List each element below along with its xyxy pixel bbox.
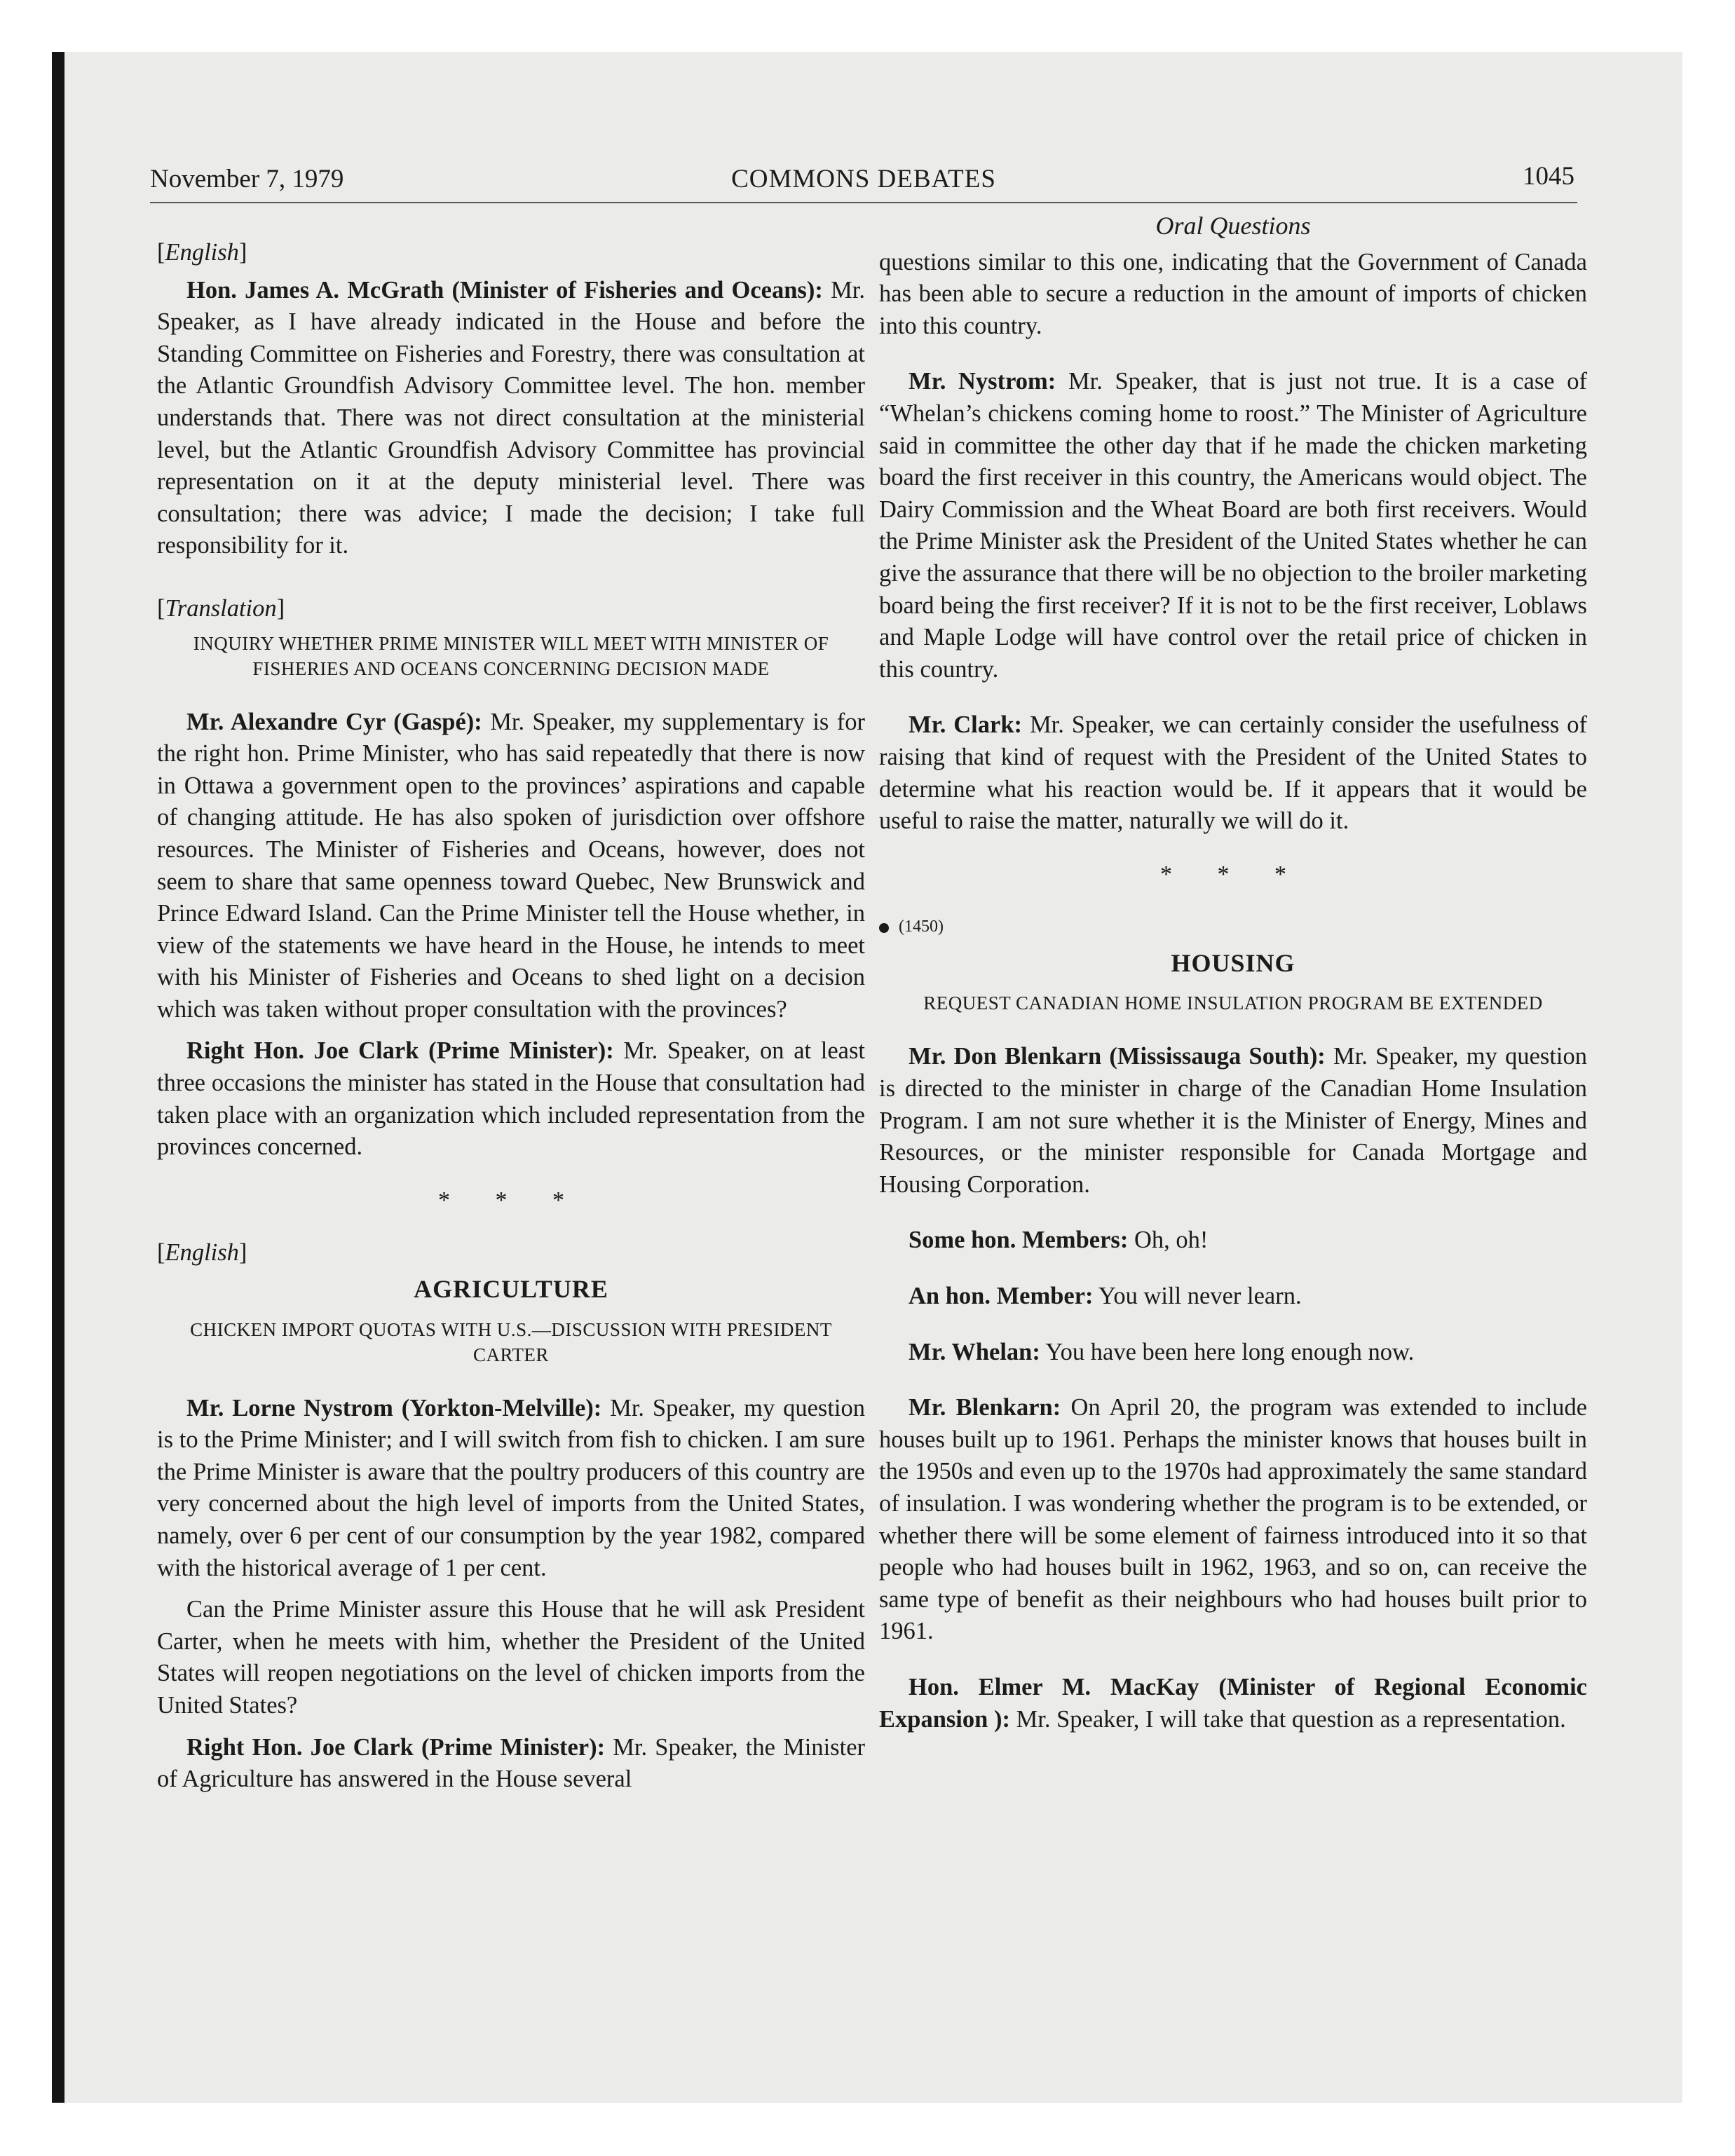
speaker-name: Mr. Clark: (909, 711, 1023, 739)
speech-mcgrath (157, 275, 865, 562)
heading-agriculture: AGRICULTURE (414, 1275, 608, 1304)
speech-text: Mr. Speaker, on at least three occasions the minister has stated in the House that consultation had taken place with an organization which included representation from the provinces concerned. (157, 1037, 865, 1161)
time-marker: (1450) (879, 911, 1587, 943)
speech-nystrom-continued: Can the Prime Minister assure this House that he will ask President Carter, when he meets with him, whether the President of the United States will reopen negotiations on the level of chicken imports from the United States? (157, 1596, 865, 1719)
speech-text: Mr. Speaker, the Minister of Agriculture has answered in the House several (157, 1733, 865, 1793)
subheading-chicken-quotas: CHICKEN IMPORT QUOTAS WITH U.S.—DISCUSSION WITH PRESIDENT CARTER (190, 1318, 832, 1365)
subheading-insulation: REQUEST CANADIAN HOME INSULATION PROGRAM BE EXTENDED (923, 992, 1543, 1014)
speech-nystrom-2 (879, 366, 1587, 685)
speech-clark-1 (157, 1035, 865, 1163)
speaker-name: Mr. Whelan: (909, 1338, 1040, 1365)
speaker-name: Mr. Don Blenkarn (Mississauga South): (909, 1043, 1326, 1070)
scan-edge-shadow (52, 52, 64, 2103)
speech-clark-continued: questions similar to this one, indicating that the Government of Canada has been able to secure a reduction in the amount of imports of chicken into this country. (879, 248, 1587, 339)
speech-text: Mr. Speaker, my question is directed to the minister in charge of the Canadian Home Insulation Program. I am not sure whether it is the Minister of Energy, Mines and Resources, or the minister responsible for Canada Mortgage and Housing Corporation. (879, 1043, 1587, 1198)
speech-text: Oh, oh! (1134, 1227, 1209, 1254)
speaker-name: Mr. Alexandre Cyr (Gaspé): (186, 708, 482, 735)
section-separator: * * * (438, 1187, 584, 1213)
speech-text: Mr. Speaker, as I have already indicated in the House and before the Standing Committee on Fisheries and Forestry, there was consultation at the Atlantic Groundfish Advisory Committee level. The hon. member understands that. There was not direct consultation at the ministerial level, but the Atlantic Groundfish Advisory Committee has provincial representation on it at the deputy ministerial level. There was consultation; there was advice; I made the decision; I take full responsibility for it. (157, 276, 865, 559)
speaker-name: Hon. James A. McGrath (Minister of Fisheries and Oceans): (186, 276, 823, 303)
speech-blenkarn-2 (879, 1392, 1587, 1648)
header-page-number: 1045 (1523, 162, 1574, 191)
bullet-icon (879, 923, 889, 933)
speaker-name: Mr. Blenkarn: (909, 1394, 1061, 1421)
speech-cyr (157, 707, 865, 1026)
right-column (879, 210, 1587, 1735)
speech-text: Mr. Speaker, my question is to the Prime Minister; and I will switch from fish to chicken. I am sure the Prime Minister is aware that the poultry producers of this country are very concerned about the high level of imports from the United States, namely, over 6 per cent of our consumption by the year 1982, compared with the historical average of 1 per cent. (157, 1394, 865, 1581)
subheading-inquiry: INQUIRY WHETHER PRIME MINISTER WILL MEET WITH MINISTER OF FISHERIES AND OCEANS CONCERNING DECISION MADE (193, 632, 829, 679)
speech-nystrom (157, 1393, 865, 1585)
speech-text: You have been here long enough now. (1045, 1338, 1415, 1365)
speech-blenkarn (879, 1041, 1587, 1201)
speaker-name: An hon. Member: (909, 1283, 1094, 1310)
speech-text: Mr. Speaker, we can certainly consider the usefulness of raising that kind of request with the President of the United States to determine what his reaction would be. If it appears that it would be useful to raise the matter, naturally we will do it. (879, 711, 1588, 835)
speech-text: Mr. Speaker, that is just not true. It is a case of “Whelan’s chickens coming home to roost.” The Minister of Agriculture said in committee the other day that if he made the chicken marketing board the first receiver in this country, the Americans would object. The Dairy Commission and the Wheat Board are both first receivers. Would the Prime Minister ask the President of the United States whether he can give the assurance that there will be no objection to the broiler marketing board being the first receiver? If it is not to be the first receiver, Loblaws and Maple Lodge will have control over the retail price of chicken in this country. (879, 368, 1587, 683)
language-tag-translation: [Translation] (157, 594, 285, 622)
speaker-name: Hon. Elmer M. MacKay (Minister of Regional Economic Expansion ): (879, 1673, 1587, 1733)
speech-clark-2 (157, 1732, 865, 1796)
interjection-members (879, 1224, 1587, 1257)
speech-clark-3 (879, 709, 1587, 837)
speaker-name: Mr. Lorne Nystrom (Yorkton-Melville): (186, 1394, 602, 1421)
speaker-name: Right Hon. Joe Clark (Prime Minister): (186, 1037, 614, 1065)
language-tag-english: [English] (157, 239, 247, 266)
interjection-whelan (879, 1337, 1587, 1369)
running-head (150, 160, 1577, 203)
interjection-member (879, 1281, 1587, 1313)
left-column (157, 210, 865, 1796)
section-separator: * * * (1160, 861, 1306, 887)
speaker-name: Mr. Nystrom: (909, 368, 1056, 395)
section-caption-oral-questions: Oral Questions (1155, 212, 1311, 240)
speech-text: Mr. Speaker, my supplementary is for the right hon. Prime Minister, who has said repeatedly that there is now in Ottawa a government open to the provinces’ aspirations and capable of changing attitude. He has also spoken of jurisdiction over offshore resources. The Minister of Fisheries and Oceans, however, does not seem to share that same openness toward Quebec, New Brunswick and Prince Edward Island. Can the Prime Minister tell the House whether, in view of the statements we have heard in the House, he intends to meet with his Minister of Fisheries and Oceans to shed light on a decision which was taken without proper consultation with the provinces? (157, 708, 866, 1023)
speaker-name: Right Hon. Joe Clark (Prime Minister): (186, 1733, 606, 1761)
speech-text: Mr. Speaker, I will take that question as a representation. (1016, 1705, 1566, 1733)
speech-text: You will never learn. (1098, 1283, 1302, 1310)
speech-text: On April 20, the program was extended to include houses built up to 1961. Perhaps the minister knows that houses built in the 1950s and even up to the 1970s had approximately the same standard of insulation. I was wondering whether the program is to be extended, or whether there will be some element of fairness introduced into it so that people who had houses built in 1962, 1963, and so on, can receive the same type of benefit as their neighbours who had houses built prior to 1961. (879, 1394, 1588, 1645)
speaker-name: Some hon. Members: (909, 1227, 1129, 1254)
header-journal-title: COMMONS DEBATES (731, 165, 996, 193)
heading-housing: HOUSING (1171, 948, 1295, 977)
speech-mackay (879, 1672, 1587, 1735)
header-date: November 7, 1979 (150, 165, 344, 193)
language-tag-english: [English] (157, 1239, 247, 1267)
